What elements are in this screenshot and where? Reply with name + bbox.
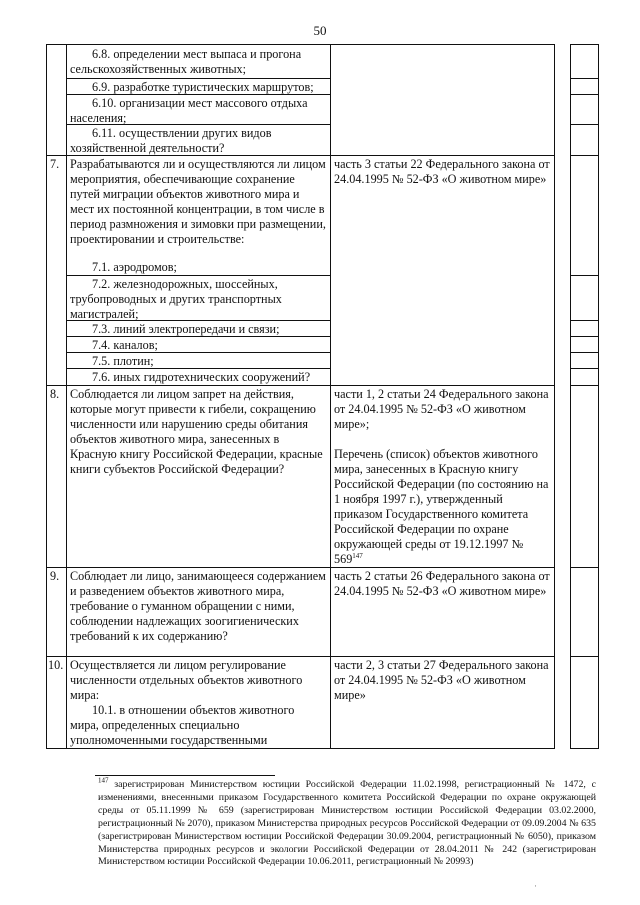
row-9-reference: часть 2 статьи 26 Федерального закона от 24.04.1995 № 52-ФЗ «О животном мире» (334, 569, 550, 598)
row-7-3-label: 7.3. линий электропередачи и связи; (92, 322, 280, 336)
page-number: 50 (313, 23, 327, 38)
row-6-8-text (67, 46, 329, 78)
row-6-10-text (67, 95, 329, 127)
footnote-ref-147[interactable]: 147 (352, 551, 363, 560)
row-10-reference: части 2, 3 статьи 27 Федерального закона от 24.04.1995 № 52-ФЗ «О животном мире» (334, 658, 549, 702)
footnote-text: зарегистрирован Министерством юстиции Российской Федерации 11.02.1998, регистрационный № 1472, с изменениями, внесенными приказом Государственного комитета Российской Федерации по охране окружающей среды от 05.11.1999 № 659 (зарегистрирован Министерством юстиции Российской Федерации 03.02.2000, регистрационный № 2070), приказом Министерства природных ресурсов Российской Федерации от 09.09.2004 № 635 (зарегистрирован Министерством юстиции Российской Федерации 30.09.2004, регистрационный № 6050), приказом Министерства природных ресурсов и экологии Российской Федерации от 28.04.2011 № 242 (зарегистрирован Министерством юстиции Российской Федерации 10.06.2011, регистрационный № 20993) (98, 779, 597, 868)
row-6-9-label: 6.9. разработке туристических маршрутов; (92, 80, 314, 94)
row-7-3-text (67, 321, 329, 338)
row-7-5-label: 7.5. плотин; (92, 354, 154, 368)
row-8-number: 8. (50, 387, 60, 401)
row-8-question: Соблюдается ли лицом запрет на действия, которые могут привести к гибели, сокращению численности или нарушению среды обитания объектов животного мира, занесенных в Красную книгу Российской Федерации, красные книги субъектов Российской Федерации? (70, 387, 323, 476)
row-7-2-label: 7.2. железнодорожных, шоссейных, трубопроводных и других транспортных магистралей; (70, 277, 282, 321)
row-6-11-label: 6.11. осуществлении других видов хозяйственной деятельности? (70, 126, 272, 155)
row-9-question: Соблюдает ли лицо, занимающееся содержанием и разведением объектов животного мира, требование о гуманном обращении с ними, соблюдении надлежащих зоогигиенических требований к их содержанию? (70, 569, 326, 643)
row-6-10-label: 6.10. организации мест массового отдыха населения; (70, 96, 308, 125)
row-10-1-text (67, 702, 329, 749)
row-6-8-label: 6.8. определении мест выпаса и прогона сельскохозяйственных животных; (70, 47, 302, 76)
row-7-1-label: 7.1. аэродромов; (92, 260, 177, 274)
row-8-reference-2-text: Перечень (список) объектов животного мира, занесенных в Красную книгу Российской Федерации (по состоянию на 1 ноября 1997 г.), утвержденный приказом Государственного комитета Российской Федерации по охране окружающей среды от 19.12.1997 № 569 (334, 447, 549, 566)
row-10-1-label: 10.1. в отношении объектов животного мира, определенных специально уполномоченными государственными (70, 703, 295, 747)
row-6-9-text (67, 79, 329, 96)
row-7-5-text (67, 353, 329, 370)
footnote-mark: 147 (98, 776, 109, 785)
row-7-4-text (67, 337, 329, 354)
row-7-6-label: 7.6. иных гидротехнических сооружений? (92, 370, 311, 384)
row-7-2-text (67, 276, 329, 323)
row-8-reference-1: части 1, 2 статьи 24 Федерального закона от 24.04.1995 № 52-ФЗ «О животном мире»; (334, 387, 549, 431)
row-8-reference-2 (331, 446, 553, 568)
row-10-question: Осуществляется ли лицом регулирование численности отдельных объектов животного мира: (70, 658, 303, 702)
row-7-question: Разрабатываются ли и осуществляются ли лицом мероприятия, обеспечивающие сохранение путей миграции объектов животного мира и мест их постоянной концентрации, в том числе в период размножения и зимовки при размещении, проектировании и строительстве: (70, 157, 326, 246)
footnote-divider (95, 775, 275, 776)
row-10-number: 10. (48, 658, 64, 672)
row-7-reference: часть 3 статьи 22 Федерального закона от 24.04.1995 № 52-ФЗ «О животном мире» (334, 157, 550, 186)
row-7-4-label: 7.4. каналов; (92, 338, 158, 352)
footnote (98, 776, 597, 869)
margin-mark: · (534, 881, 537, 891)
row-7-1-text (67, 259, 329, 276)
row-6-11-text (67, 125, 329, 157)
row-9-number: 9. (50, 569, 60, 583)
row-7-number: 7. (50, 157, 60, 171)
row-7-6-text (67, 369, 329, 386)
